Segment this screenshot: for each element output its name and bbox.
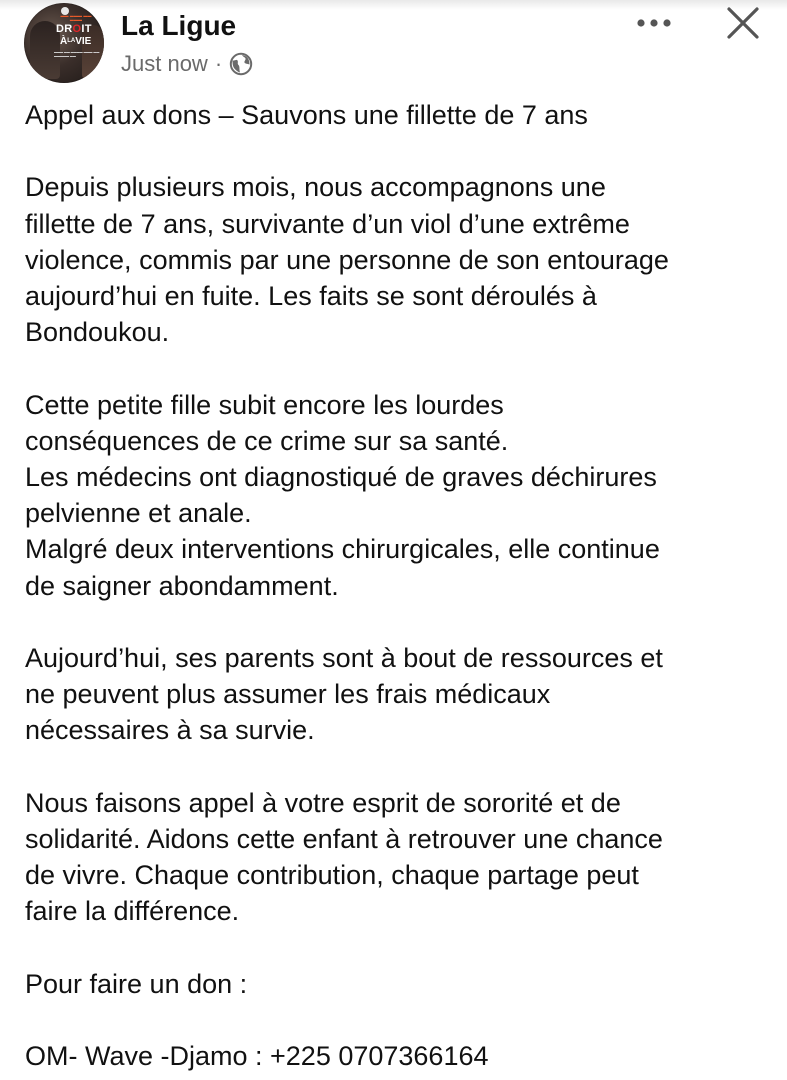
- avatar-subtext: ▬▬▬ ▬▬ ▬▬▬▬ ▬▬▬ ▬▬ ▬▬▬▬▬ ▬▬: [54, 50, 100, 58]
- post-title: Appel aux dons – Sauvons une fillette de 7 ans: [25, 100, 588, 130]
- post-paragraph-health: Cette petite fille subit encore les lourdes conséquences de ce crime sur sa santé. Les médecins ont diagnostiqué de graves déchirures pelvienne et anale. Malgré deux interventions chirurgicales, elle continue de saigner abondamment.: [25, 389, 660, 601]
- post-timestamp[interactable]: Just now: [121, 51, 208, 76]
- post-header: [0, 0, 787, 100]
- meta-separator: ·: [214, 51, 223, 76]
- close-icon[interactable]: [726, 6, 760, 40]
- post-donation-heading: Pour faire un don :: [25, 968, 248, 999]
- post-paragraph-context: Depuis plusieurs mois, nous accompagnons une fillette de 7 ans, survivante d’un viol d’une extrême violence, commis par une personne de son entourage aujourd’hui en fuite. Les faits se sont déroulés à Bondoukou.: [25, 172, 669, 348]
- more-icon[interactable]: [634, 10, 674, 36]
- avatar-fine-print: ▬▬ ▬▬▬ ▬▬ ▬▬▬: [60, 13, 92, 22]
- globe-icon[interactable]: [229, 52, 253, 76]
- post-donation-number[interactable]: OM- Wave -Djamo : +225 0707366164: [25, 1041, 489, 1072]
- post-meta: [121, 49, 253, 79]
- post-paragraph-parents: Aujourd’hui, ses parents sont à bout de ressources et ne peuvent plus assumer les frais médicaux nécessaires à sa survie.: [25, 643, 663, 746]
- avatar-brand-line1: DROIT: [56, 23, 92, 35]
- avatar[interactable]: [24, 3, 104, 83]
- page-name[interactable]: La Ligue: [121, 10, 237, 41]
- avatar-brand-line2: $À^{LA}VIE$: [60, 36, 92, 47]
- post-paragraph-appeal: Nous faisons appel à votre esprit de sororité et de solidarité. Aidons cette enfant à retrouver une chance de vivre. Chaque contribution, chaque partage peut faire la différence.: [25, 787, 663, 927]
- post-body: [25, 97, 770, 1074]
